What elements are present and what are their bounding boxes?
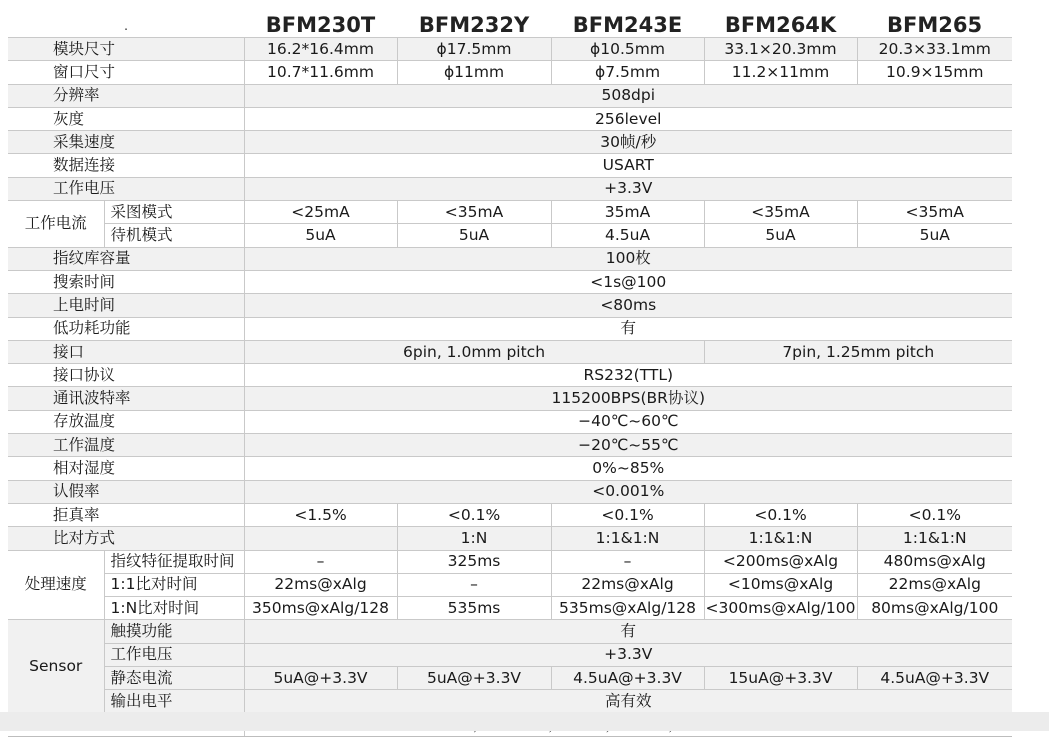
top-strip: [0, 0, 1049, 6]
sub-label: 待机模式: [104, 224, 244, 247]
cell-value: 高有效: [244, 690, 1012, 713]
row-label: 灰度: [8, 107, 244, 130]
cell-value: <0.1%: [551, 503, 704, 526]
row-label: 相对湿度: [8, 457, 244, 480]
group-label: 工作电流: [8, 201, 104, 248]
table-row: [8, 667, 1012, 690]
table-row: [8, 573, 1012, 596]
cell-value: 1:1&1:N: [857, 527, 1012, 550]
model-header: BFM264K: [704, 13, 857, 38]
cell-value: <1.5%: [244, 503, 397, 526]
row-label: 采集速度: [8, 131, 244, 154]
cell-value: 0%~85%: [244, 457, 1012, 480]
header-corner: [8, 13, 244, 38]
cell-value: 6pin, 1.0mm pitch: [244, 340, 704, 363]
table-row: [8, 294, 1012, 317]
header-row: [8, 13, 1012, 38]
model-header: BFM265: [857, 13, 1012, 38]
row-label: 拒真率: [8, 503, 244, 526]
cell-value: +3.3V: [244, 177, 1012, 200]
table-row: [8, 317, 1012, 340]
cell-value: 5uA: [397, 224, 551, 247]
cell-value: <200ms@xAlg: [704, 550, 857, 573]
table-row: [8, 84, 1012, 107]
cell-value: <0.1%: [397, 503, 551, 526]
sub-label: 采图模式: [104, 201, 244, 224]
table-row: [8, 107, 1012, 130]
cell-value: −40℃~60℃: [244, 410, 1012, 433]
sub-label: 工作电压: [104, 643, 244, 666]
cell-value: 115200BPS(BR协议): [244, 387, 1012, 410]
group-label: 处理速度: [8, 550, 104, 620]
cell-value: 100枚: [244, 247, 1012, 270]
row-label: 分辨率: [8, 84, 244, 107]
row-label: 指纹库容量: [8, 247, 244, 270]
cell-value: 4.5uA@+3.3V: [857, 667, 1012, 690]
table-row: [8, 620, 1012, 643]
table-row: [8, 527, 1012, 550]
row-label: 低功耗功能: [8, 317, 244, 340]
cell-value: ϕ11mm: [397, 61, 551, 84]
cell-value: 256level: [244, 107, 1012, 130]
cell-value: 16.2*16.4mm: [244, 38, 397, 61]
model-header: BFM230T: [244, 13, 397, 38]
cell-value: 有: [244, 620, 1012, 643]
cell-value: <0.1%: [704, 503, 857, 526]
row-label: 模块尺寸: [8, 38, 244, 61]
cell-value: 10.9×15mm: [857, 61, 1012, 84]
cell-value: 22ms@xAlg: [857, 573, 1012, 596]
cell-value: 33.1×20.3mm: [704, 38, 857, 61]
table-row: [8, 340, 1012, 363]
sub-label: 静态电流: [104, 667, 244, 690]
table-row: [8, 387, 1012, 410]
cell-value: <80ms: [244, 294, 1012, 317]
cell-value: ϕ10.5mm: [551, 38, 704, 61]
table-row: [8, 410, 1012, 433]
table-row: [8, 643, 1012, 666]
table-row: [8, 131, 1012, 154]
row-label: 上电时间: [8, 294, 244, 317]
row-label: 存放温度: [8, 410, 244, 433]
cell-value: 1:N: [397, 527, 551, 550]
table-row: [8, 61, 1012, 84]
table-row: [8, 270, 1012, 293]
row-label: 窗口尺寸: [8, 61, 244, 84]
table-row: [8, 247, 1012, 270]
row-label: 认假率: [8, 480, 244, 503]
cell-value: –: [397, 573, 551, 596]
cell-value: 10.7*11.6mm: [244, 61, 397, 84]
cell-value: 有: [244, 317, 1012, 340]
cell-value: 5uA: [244, 224, 397, 247]
sub-label: 1:N比对时间: [104, 597, 244, 620]
cell-value: 5uA: [857, 224, 1012, 247]
cell-value: 20.3×33.1mm: [857, 38, 1012, 61]
cell-value: 15uA@+3.3V: [704, 667, 857, 690]
cell-value: –: [551, 550, 704, 573]
cell-value: 1:1&1:N: [704, 527, 857, 550]
cell-value: −20℃~55℃: [244, 434, 1012, 457]
cell-value: 22ms@xAlg: [244, 573, 397, 596]
cell-value: 7pin, 1.25mm pitch: [704, 340, 1012, 363]
cell-value: <0.001%: [244, 480, 1012, 503]
cell-value: +3.3V: [244, 643, 1012, 666]
title-dot: .: [124, 19, 128, 33]
table-row: [8, 597, 1012, 620]
cell-value: <300ms@xAlg/100: [704, 597, 857, 620]
cell-value: 80ms@xAlg/100: [857, 597, 1012, 620]
table-row: [8, 457, 1012, 480]
cell-value: 5uA: [704, 224, 857, 247]
row-label: 通讯波特率: [8, 387, 244, 410]
cell-value: –: [244, 550, 397, 573]
cell-value: 1:1&1:N: [551, 527, 704, 550]
row-label: 接口: [8, 340, 244, 363]
cell-value: <25mA: [244, 201, 397, 224]
row-label: 数据连接: [8, 154, 244, 177]
cell-value: 325ms: [397, 550, 551, 573]
cell-value: 22ms@xAlg: [551, 573, 704, 596]
cell-value: 480ms@xAlg: [857, 550, 1012, 573]
table-row: [8, 38, 1012, 61]
model-header: BFM232Y: [397, 13, 551, 38]
cell-value: USART: [244, 154, 1012, 177]
row-label: 工作温度: [8, 434, 244, 457]
table-row: [8, 550, 1012, 573]
table-row: [8, 224, 1012, 247]
cell-value: 350ms@xAlg/128: [244, 597, 397, 620]
group-label: Sensor: [8, 620, 104, 713]
table-row: [8, 690, 1012, 713]
cell-value: ϕ17.5mm: [397, 38, 551, 61]
cell-value: <35mA: [397, 201, 551, 224]
cell-value: <10ms@xAlg: [704, 573, 857, 596]
row-label: 搜索时间: [8, 270, 244, 293]
bottom-strip: [0, 712, 1049, 731]
table-row: [8, 201, 1012, 224]
model-header: BFM243E: [551, 13, 704, 38]
row-label: 比对方式: [8, 527, 244, 550]
cell-value: 535ms: [397, 597, 551, 620]
table-row: [8, 434, 1012, 457]
cell-value: RS232(TTL): [244, 364, 1012, 387]
cell-value: 5uA@+3.3V: [397, 667, 551, 690]
cell-value: 508dpi: [244, 84, 1012, 107]
table-row: [8, 364, 1012, 387]
table-row: [8, 480, 1012, 503]
sub-label: 触摸功能: [104, 620, 244, 643]
spec-table: [8, 13, 1012, 737]
cell-value: ϕ7.5mm: [551, 61, 704, 84]
cell-value: <1s@100: [244, 270, 1012, 293]
cell-value: 535ms@xAlg/128: [551, 597, 704, 620]
cell-value: <0.1%: [857, 503, 1012, 526]
cell-value: <35mA: [857, 201, 1012, 224]
cell-value: 5uA@+3.3V: [244, 667, 397, 690]
cell-value: [244, 527, 397, 550]
row-label: 工作电压: [8, 177, 244, 200]
cell-value: 4.5uA: [551, 224, 704, 247]
table-row: [8, 503, 1012, 526]
table-row: [8, 154, 1012, 177]
table-row: [8, 177, 1012, 200]
sub-label: 输出电平: [104, 690, 244, 713]
cell-value: 11.2×11mm: [704, 61, 857, 84]
sub-label: 指纹特征提取时间: [104, 550, 244, 573]
sub-label: 1:1比对时间: [104, 573, 244, 596]
row-label: 接口协议: [8, 364, 244, 387]
cell-value: <35mA: [704, 201, 857, 224]
cell-value: 4.5uA@+3.3V: [551, 667, 704, 690]
cell-value: 30帧/秒: [244, 131, 1012, 154]
cell-value: 35mA: [551, 201, 704, 224]
